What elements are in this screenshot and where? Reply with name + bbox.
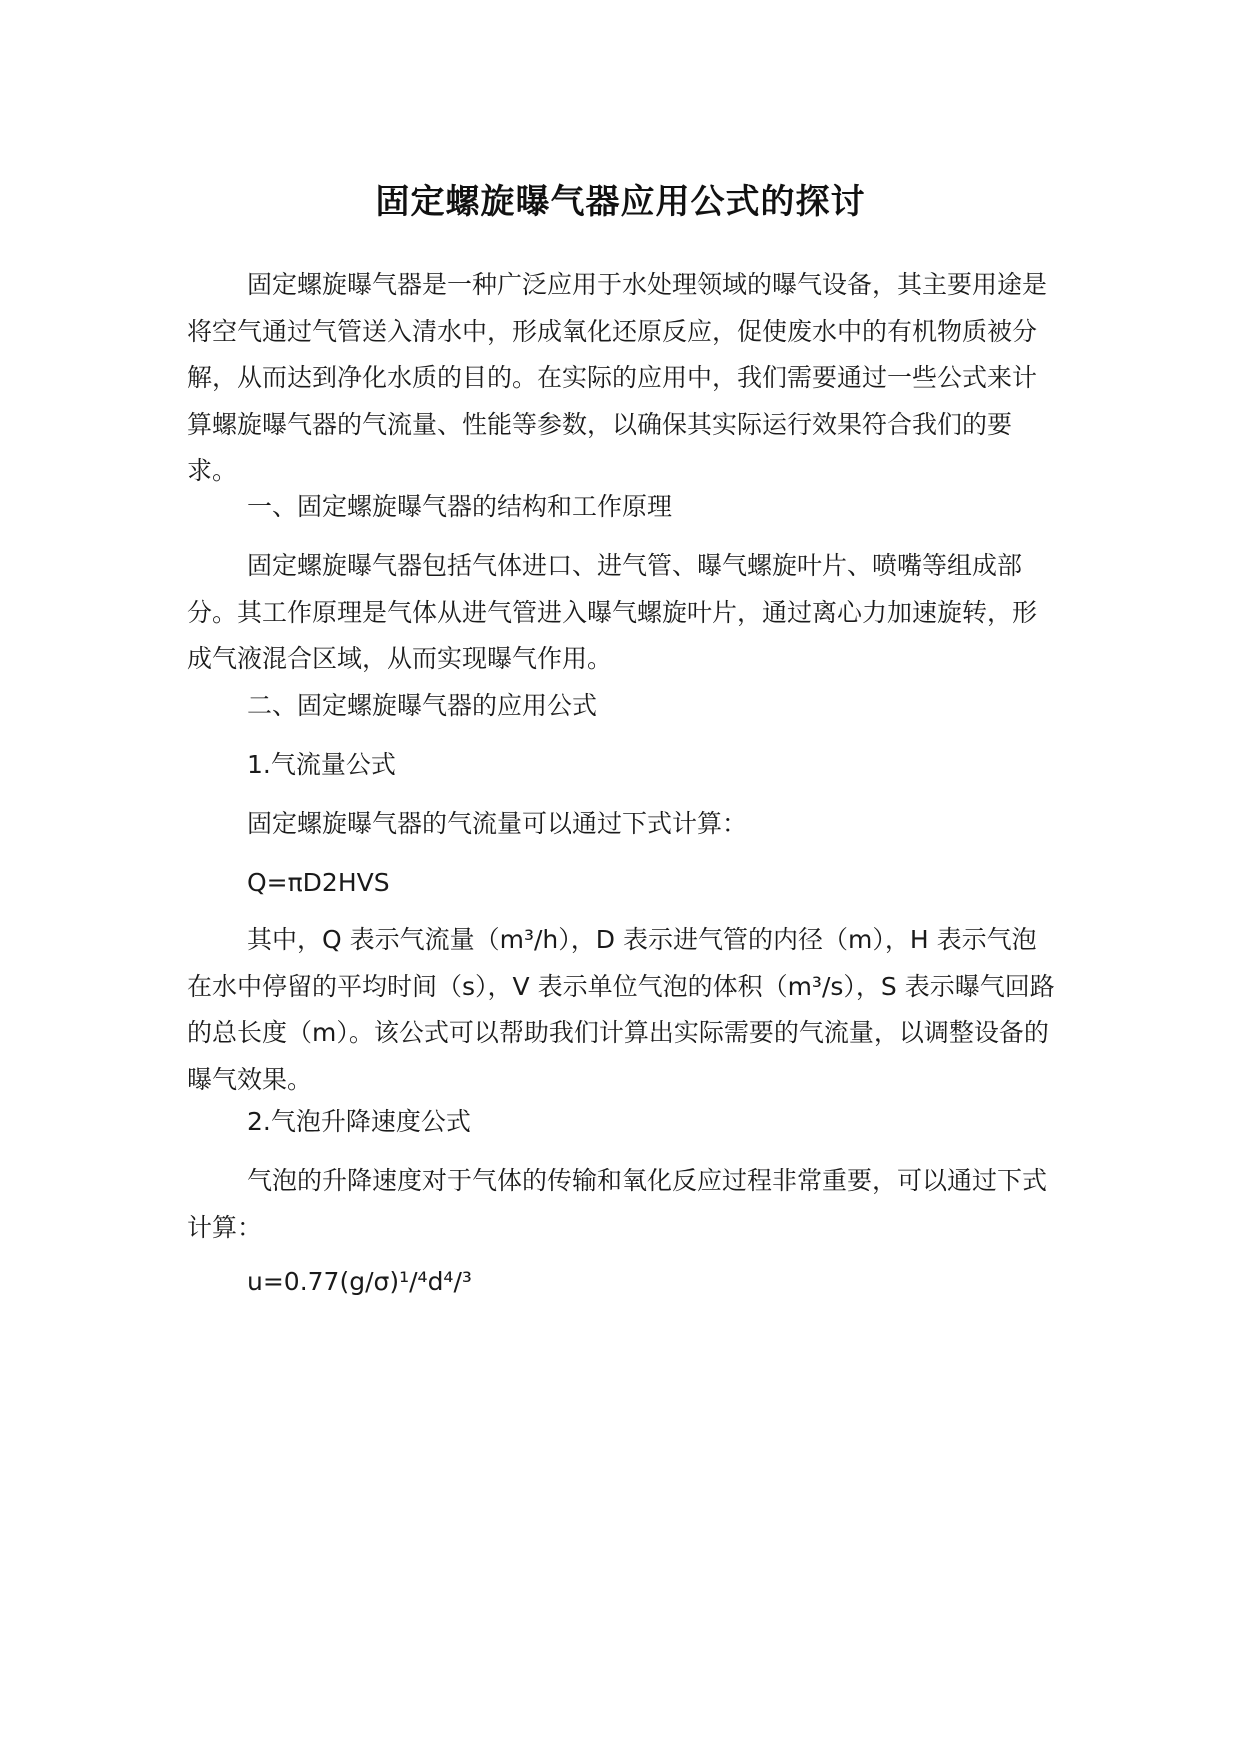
paragraph-airflow-intro: 固定螺旋曝气器的气流量可以通过下式计算： [247, 809, 748, 838]
document-title: 固定螺旋曝气器应用公式的探讨 [375, 182, 866, 222]
formula-airflow: Q=πD2HVS [247, 868, 390, 897]
subsection-heading-airflow: 1.气流量公式 [247, 750, 396, 779]
section-heading-formulas: 二、固定螺旋曝气器的应用公式 [247, 691, 598, 720]
subsection-heading-bubble-speed: 2.气泡升降速度公式 [247, 1107, 471, 1136]
paragraph-bubble-speed: 气泡的升降速度对于气体的传输和氧化反应过程非常重要，可以通过下式计算： [187, 1166, 1048, 1242]
formula-bubble-speed: u=0.77(g/σ)¹/⁴d⁴/³ [247, 1267, 472, 1296]
section-heading-structure: 一、固定螺旋曝气器的结构和工作原理 [247, 492, 673, 521]
paragraph-intro: 固定螺旋曝气器是一种广泛应用于水处理领域的曝气设备，其主要用途是将空气通过气管送入清水中，形成氧化还原反应，促使废水中的有机物质被分解，从而达到净化水质的目的。在实际的应用中，我们需要通过一些公式来计算螺旋曝气器的气流量、性能等参数，以确保其实际运行效果符合我们的要求。 [187, 270, 1048, 485]
paragraph-structure: 固定螺旋曝气器包括气体进口、进气管、曝气螺旋叶片、喷嘴等组成部分。其工作原理是气体从进气管进入曝气螺旋叶片，通过离心力加速旋转，形成气液混合区域，从而实现曝气作用。 [187, 551, 1038, 673]
paragraph-airflow-explanation: 其中，Q 表示气流量（m³/h），D 表示进气管的内径（m），H 表示气泡在水中停留的平均时间（s），V 表示单位气泡的体积（m³/s），S 表示曝气回路的总长度（m）。该公式可以帮助我们计算出实际需要的气流量，以调整设备的曝气效果。 [187, 925, 1055, 1094]
